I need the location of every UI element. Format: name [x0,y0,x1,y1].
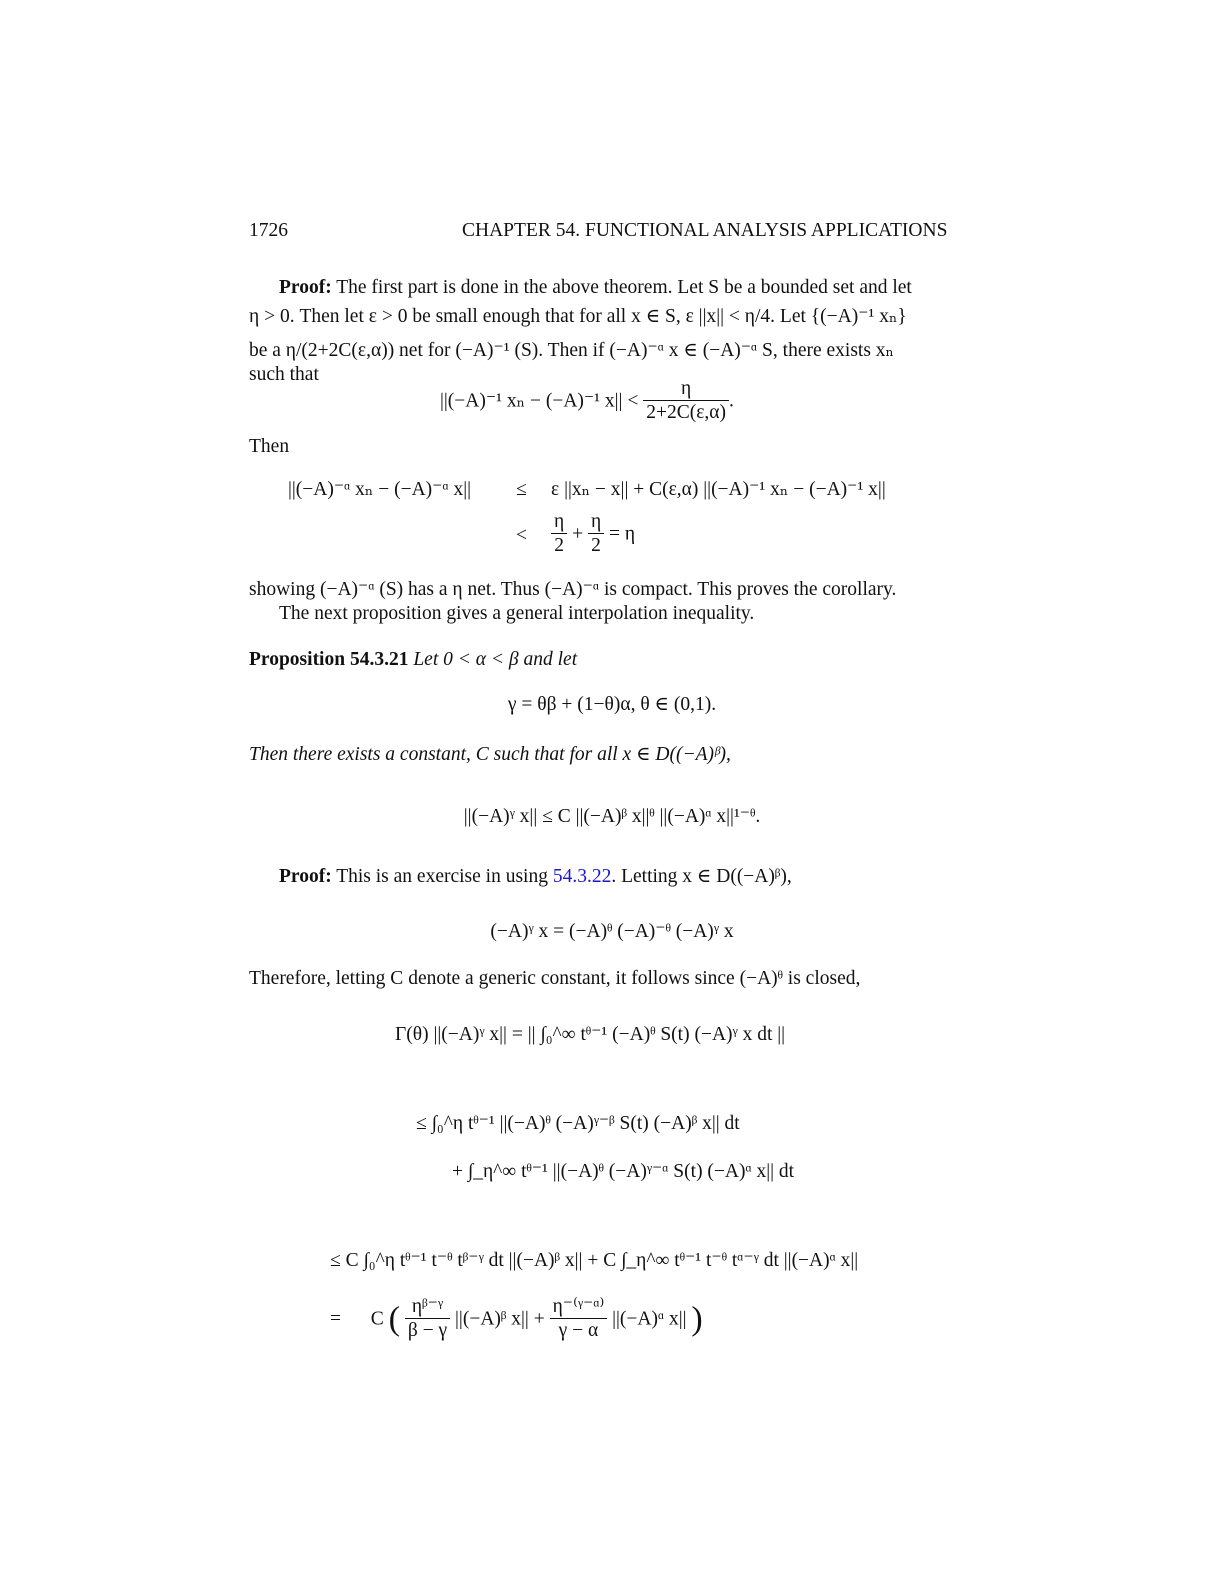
step4-fraction1 [405,1296,450,1343]
proof1-line4: such that [249,364,319,385]
proof1-label: Proof: [279,277,332,298]
proposition-then: Then there exists a constant, C such that for all x ∈ D((−A)ᵝ), [249,744,731,765]
eq2-rhs2-tail: = η [609,523,636,545]
step3: ≤ C ∫₀^η tᶿ⁻¹ t⁻ᶿ tᵝ⁻ᵞ dt ||(−A)ᵝ x|| + C ∫_η^∞ tᶿ⁻¹ t⁻ᶿ tᵅ⁻ᵞ dt ||(−A)ᵅ x|| [330,1250,859,1271]
eq2-frac-a [551,511,567,558]
right-paren: ) [691,1300,703,1338]
left-paren: ( [388,1300,400,1338]
step1: ≤ ∫₀^η tᶿ⁻¹ ||(−A)ᶿ (−A)ᵞ⁻ᵝ S(t) (−A)ᵝ x|| dt [416,1113,740,1134]
then-label: Then [249,436,290,457]
eq2-frac-b [588,511,604,558]
proof1-line3: be a η/(2+2C(ε,α)) net for (−A)⁻¹ (S). Then if (−A)⁻ᵅ x ∈ (−A)⁻ᵅ S, there exists xₙ [249,340,894,361]
eq2-rel1: ≤ [516,479,527,500]
eq2-lhs: ||(−A)⁻ᵅ xₙ − (−A)⁻ᵅ x|| [288,479,472,500]
gamma-equation: Γ(θ) ||(−A)ᵞ x|| = || ∫₀^∞ tᶿ⁻¹ (−A)ᶿ S(t) (−A)ᵞ x dt || [395,1024,786,1045]
step4-constant: C [370,1308,384,1330]
step4-f1-num: ηᵝ⁻ᵞ [411,1296,444,1317]
eq2-rhs1: ε ||xₙ − x|| + C(ε,α) ||(−A)⁻¹ xₙ − (−A)⁻¹ x|| [551,479,886,500]
step4-f1-den: β − γ [405,1318,450,1343]
step4-tail: ||(−A)ᵅ x|| [612,1308,687,1330]
proof2-text-b: . Letting x ∈ D((−A)ᵝ), [611,866,792,887]
therefore-line: Therefore, letting C denote a generic constant, it follows since (−A)ᶿ is closed, [249,968,861,989]
step4 [330,1296,703,1343]
eq2-frac-b-den: 2 [588,533,604,558]
interpolation-inequality: ||(−A)ᵞ x|| ≤ C ||(−A)ᵝ x||ᶿ ||(−A)ᵅ x||¹⁻ᶿ. [463,806,761,827]
eq2-frac-b-num: η [590,511,602,532]
proof2-line [279,865,792,889]
proposition-heading [249,648,577,672]
step2: + ∫_η^∞ tᶿ⁻¹ ||(−A)ᶿ (−A)ᵞ⁻ᵅ S(t) (−A)ᵅ x|| dt [452,1161,795,1182]
identity-equation: (−A)ᵞ x = (−A)ᶿ (−A)⁻ᶿ (−A)ᵞ x [490,921,734,942]
proof1-line2: η > 0. Then let ε > 0 be small enough that for all x ∈ S, ε ||x|| < η/4. Let {(−A)⁻¹ xₙ} [249,306,907,327]
eq2-frac-a-den: 2 [551,533,567,558]
page-number: 1726 [249,220,288,241]
eq1-denominator: 2+2C(ε,α) [643,400,729,425]
proof2-text-a: This is an exercise in using [331,866,553,887]
step4-rel: = [330,1308,341,1330]
equation-net-bound: ||(−A)⁻¹ xₙ − (−A)⁻¹ x|| < $\frac{\eta}{2+2C(\varepsilon,\alpha)}$ . [440,378,734,423]
eq2-rhs2: $\frac{\eta}{2}$ + $\frac{\eta}{2}$ = η [551,511,635,558]
proposition-label: Proposition 54.3.21 [249,649,409,670]
gamma-definition: γ = θβ + (1−θ)α, θ ∈ (0,1). [507,694,717,715]
proof2-label: Proof: [279,866,332,887]
proof1-text1: The first part is done in the above theorem. Let S be a bounded set and let [331,277,912,298]
reference-link[interactable]: 54.3.22 [552,866,612,887]
eq2-rel2: < [516,525,527,546]
eq2-frac-a-num: η [554,511,565,532]
step4-f2-num: η⁻⁽ᵞ⁻ᵅ⁾ [552,1296,605,1317]
step4-f2-den: γ − α [550,1318,608,1343]
next-line: The next proposition gives a general interpolation inequality. [279,603,755,624]
proof1-line1 [279,276,912,300]
eq1-numerator: η [681,378,692,399]
chapter-title: CHAPTER 54. FUNCTIONAL ANALYSIS APPLICATIONS [462,220,948,241]
eq1-fraction [643,378,729,425]
proposition-statement: Let 0 < α < β and let [413,649,578,670]
eq1-lhs: ||(−A)⁻¹ xₙ − (−A)⁻¹ x|| < [440,390,639,412]
showing-line: showing (−A)⁻ᵅ (S) has a η net. Thus (−A)⁻ᵅ is compact. This proves the corollary. [249,579,897,600]
step4-fraction2 [550,1296,608,1343]
step4-mid: ||(−A)ᵝ x|| + [455,1308,545,1330]
